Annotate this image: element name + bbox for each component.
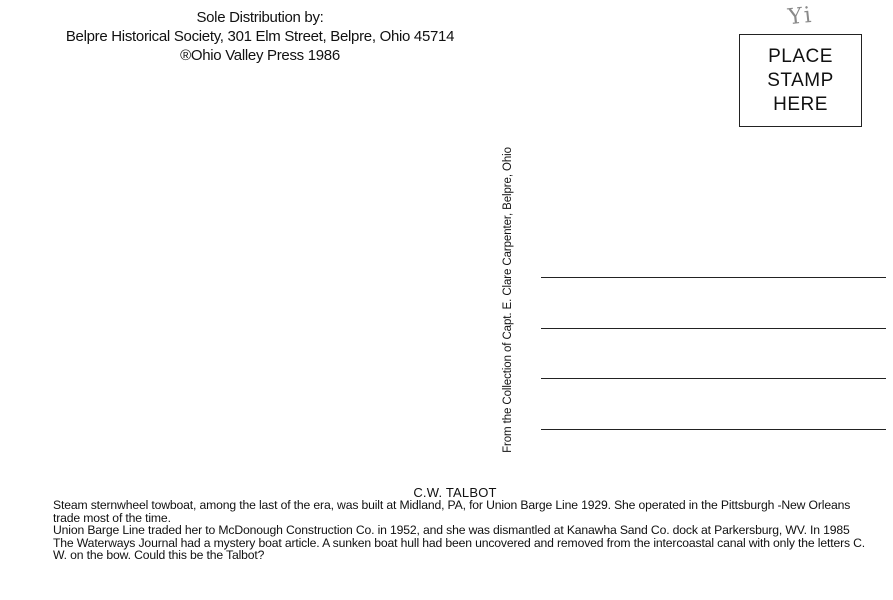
handwritten-note: Yi xyxy=(786,2,815,31)
distribution-line-2: Belpre Historical Society, 301 Elm Street, Belpre, Ohio 45714 xyxy=(65,28,455,45)
stamp-line-3: HERE xyxy=(773,93,828,115)
distribution-line-1: Sole Distribution by: xyxy=(196,9,324,26)
distribution-header xyxy=(40,8,480,65)
address-line-2 xyxy=(541,328,886,329)
caption-paragraph-2: Union Barge Line traded her to McDonough Construction Co. in 1952, and she was dismantled at Kanawha Sand Co. dock at Parkersburg, WV. In 1985 The Waterways Journal had a mystery boat article. A sunken boat hull had been uncovered and removed from the intercoastal canal with only the letters C. W. on the bow. Could this be the Talbot? xyxy=(53,523,866,563)
address-line-4 xyxy=(541,429,886,430)
caption-body xyxy=(41,499,871,562)
stamp-line-1: PLACE xyxy=(768,45,833,67)
address-line-3 xyxy=(541,378,886,379)
stamp-line-2: STAMP xyxy=(767,69,834,91)
caption-title: C.W. TALBOT xyxy=(413,485,497,500)
place-stamp-box xyxy=(739,34,862,127)
collection-credit: From the Collection of Capt. E. Clare Carpenter, Belpre, Ohio xyxy=(502,147,514,453)
caption-paragraph-1: Steam sternwheel towboat, among the last of the era, was built at Midland, PA, for Union Barge Line 1929. She operated in the Pittsburgh -New Orleans trade most of the time. xyxy=(53,498,851,525)
copyright-line: ®Ohio Valley Press 1986 xyxy=(180,47,340,64)
address-line-1 xyxy=(541,277,886,278)
